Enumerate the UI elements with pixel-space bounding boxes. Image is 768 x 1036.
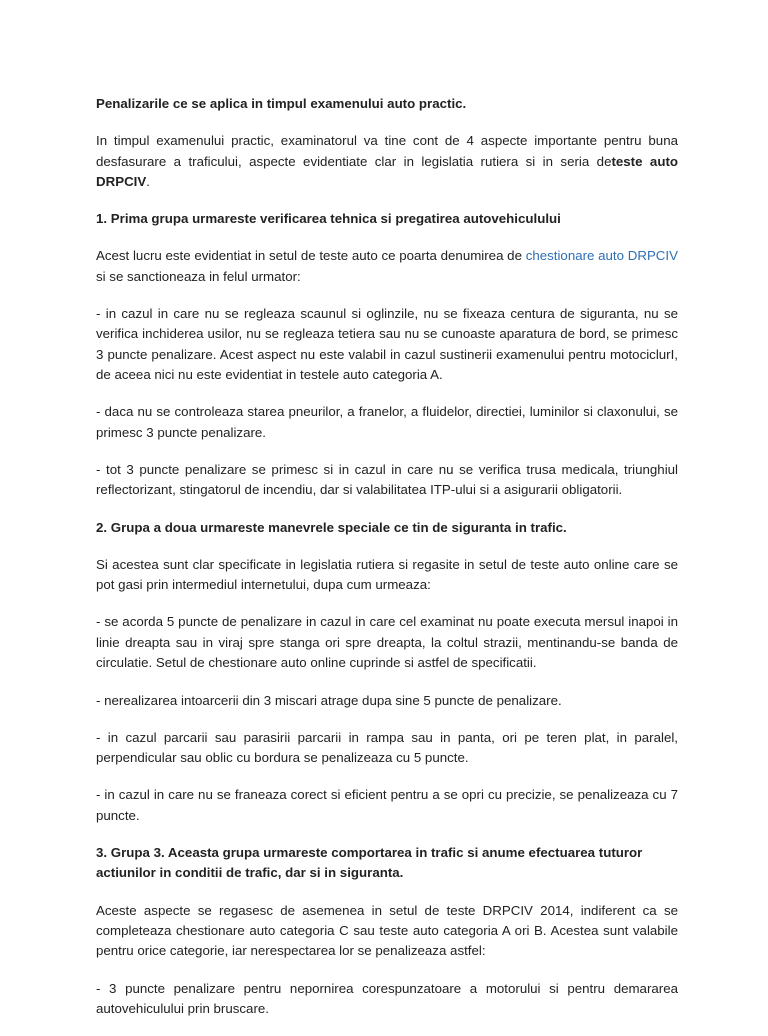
section3-heading: 3. Grupa 3. Aceasta grupa urmareste comportarea in trafic si anume efectuarea tuturor actiunilor in conditii de trafic, dar si in siguranta. <box>96 844 643 881</box>
document-page <box>96 94 678 1036</box>
intro-text: In timpul examenului practic, examinatorul va tine cont de 4 aspecte importante pentru buna desfasurare a traficului, aspecte evidentiate clar in legislatia rutiera si in seria de <box>96 133 678 169</box>
section1-item: - daca nu se controleaza starea pneurilor, a franelor, a fluidelor, directiei, luminilor si claxonului, se primesc 3 puncte penalizare. <box>96 404 678 440</box>
section1-lead-text-end: si se sanctioneaza in felul urmator: <box>96 268 301 284</box>
section2-item: - in cazul parcarii sau parasirii parcarii in rampa sau in panta, ori pe teren plat, in paralel, perpendicular sau oblic cu bordura se penalizeaza cu 5 puncte. <box>96 729 678 766</box>
section2-item: - in cazul in care nu se franeaza corect si eficient pentru a se opri cu precizie, se penalizeaza cu 7 puncte. <box>96 787 678 823</box>
section1-item: - tot 3 puncte penalizare se primesc si in cazul in care nu se verifica trusa medicala, triunghiul reflectorizant, stingatorul de incendiu, dar si valabilitatea ITP-ului si a asigurarii obligatorii. <box>96 462 678 498</box>
chestionare-link[interactable]: chestionare auto DRPCIV <box>525 248 678 264</box>
section1-heading: 1. Prima grupa urmareste verificarea tehnica si pregatirea autovehiculului <box>96 211 561 227</box>
intro-text-end: . <box>146 174 150 190</box>
section2-heading: 2. Grupa a doua urmareste manevrele speciale ce tin de siguranta in trafic. <box>96 519 567 535</box>
intro-bold-text: teste auto DRPCIV <box>96 153 678 190</box>
section1-lead <box>96 246 678 287</box>
section1-lead-text: Acest lucru este evidentiat in setul de teste auto ce poarta denumirea de <box>96 248 526 264</box>
section3-lead: Aceste aspecte se regasesc de asemenea in setul de teste DRPCIV 2014, indiferent ca se completeaza chestionare auto categoria C sau teste auto categoria A ori B. Acestea sunt valabile pentru orice categorie, iar nerespectarea lor se penalizeaza astfel: <box>96 902 678 959</box>
section2-lead: Si acestea sunt clar specificate in legislatia rutiera si regasite in setul de teste auto online care se pot gasi prin intermediul internetului, dupa cum urmeaza: <box>96 556 678 593</box>
section1-item: - in cazul in care nu se regleaza scaunul si oglinzile, nu se fixeaza centura de siguranta, nu se verifica inchiderea usilor, nu se regleaza tetiera sau nu se cunoaste aparatura de bord, se primesc 3 puncte penalizare. Acest aspect nu este valabil in cazul sustinerii examenului pentru motociclurI, de aceea nici nu este evidentiat in testele auto categoria A. <box>96 306 678 383</box>
document-title: Penalizarile ce se aplica in timpul examenului auto practic. <box>96 96 467 111</box>
intro-paragraph <box>96 131 678 192</box>
section2-item: - nerealizarea intoarcerii din 3 miscari atrage dupa sine 5 puncte de penalizare. <box>96 692 562 708</box>
section3-item: - 3 puncte penalizare pentru nepornirea corespunzatoare a motorului si pentru demararea autovehiculului prin bruscare. <box>96 980 678 1016</box>
section2-item: - se acorda 5 puncte de penalizare in cazul in care cel examinat nu poate executa mersul inapoi in linie dreapta sau in viraj spre stanga ori spre dreapta, la coltul strazii, mentinandu-se banda de circulatie. Setul de chestionare auto online cuprinde si astfel de specificatii. <box>96 614 678 671</box>
